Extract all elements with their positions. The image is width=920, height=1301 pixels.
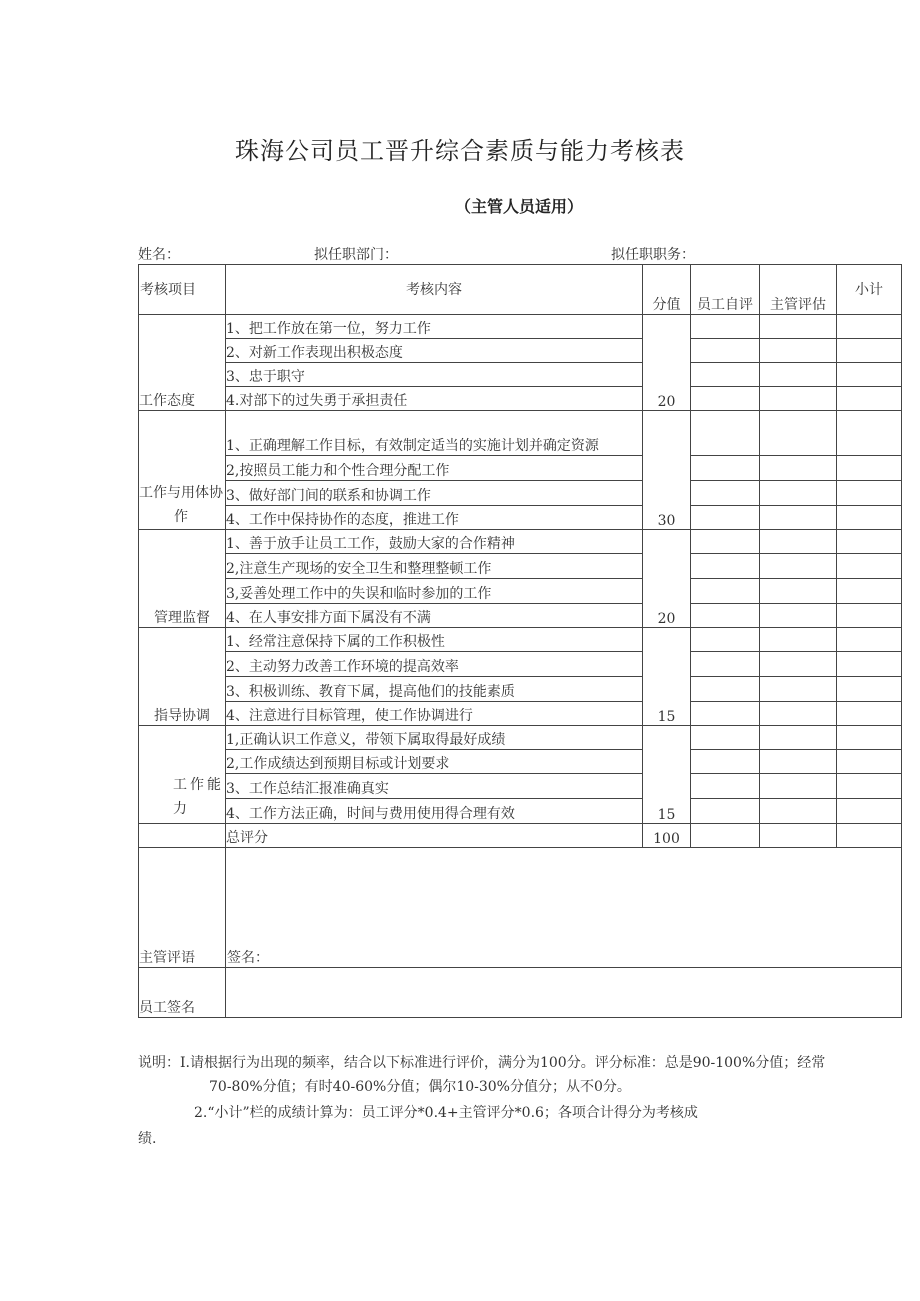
category-cell	[139, 628, 226, 726]
signature-label: 签名：	[227, 950, 269, 966]
self-eval-cell[interactable]	[691, 579, 760, 604]
manager-eval-cell[interactable]	[760, 750, 837, 774]
manager-eval-cell[interactable]	[760, 774, 837, 799]
self-eval-cell[interactable]	[691, 774, 760, 799]
subtotal-cell[interactable]	[837, 481, 902, 506]
category-name: 工作与用体协作	[139, 485, 223, 525]
total-empty-cell	[139, 824, 226, 848]
self-eval-cell[interactable]	[691, 799, 760, 824]
self-eval-cell[interactable]	[691, 456, 760, 481]
category-name: 管理监督	[154, 610, 210, 626]
subtotal-cell[interactable]	[837, 456, 902, 481]
criteria-item: 4.对部下的过失勇于承担责任	[226, 387, 643, 411]
table-row	[139, 506, 902, 530]
header-category: 考核项目	[139, 265, 226, 315]
notes-line-1	[138, 1053, 825, 1073]
criteria-item: 2,按照员工能力和个性合理分配工作	[226, 456, 643, 481]
header-row	[139, 265, 902, 315]
score-cell: 20	[643, 315, 691, 411]
table-row	[139, 315, 902, 339]
manager-comment-field[interactable]	[226, 848, 902, 968]
employee-sign-label: 员工签名	[139, 968, 226, 1018]
header-self-eval: 员工自评	[691, 265, 760, 315]
score-cell: 15	[643, 628, 691, 726]
category-cell	[139, 315, 226, 411]
notes-line-4: 绩.	[138, 1131, 157, 1147]
self-eval-cell[interactable]	[691, 363, 760, 387]
position-label: 拟任职职务：	[611, 247, 695, 263]
name-label: 姓名：	[138, 247, 180, 263]
table-row	[139, 677, 902, 702]
self-eval-cell[interactable]	[691, 315, 760, 339]
table-row	[139, 363, 902, 387]
subtotal-cell[interactable]	[837, 774, 902, 799]
self-eval-cell[interactable]	[691, 339, 760, 363]
self-eval-cell[interactable]	[691, 604, 760, 628]
total-self-cell[interactable]	[691, 824, 760, 848]
subtotal-cell[interactable]	[837, 652, 902, 677]
self-eval-cell[interactable]	[691, 726, 760, 750]
self-eval-cell[interactable]	[691, 677, 760, 702]
manager-comment-row	[139, 848, 902, 968]
criteria-item: 1、经常注意保持下属的工作积极性	[226, 628, 643, 652]
employee-sign-row	[139, 968, 902, 1018]
notes-prefix: 说明：	[138, 1055, 180, 1071]
notes-line-3: 2.“小计”栏的成绩计算为：员工评分*0.4+主管评分*0.6；各项合计得分为考核成	[194, 1105, 698, 1121]
notes-line-2: 70-80%分值；有时40-60%分值；偶尔10-30%分值分；从不0分。	[209, 1079, 631, 1095]
subtotal-cell[interactable]	[837, 411, 902, 456]
manager-eval-cell[interactable]	[760, 677, 837, 702]
subtotal-cell[interactable]	[837, 387, 902, 411]
manager-eval-cell[interactable]	[760, 652, 837, 677]
subtotal-cell[interactable]	[837, 702, 902, 726]
table-row	[139, 411, 902, 456]
self-eval-cell[interactable]	[691, 554, 760, 579]
criteria-item: 3、积极训练、教育下属，提高他们的技能素质	[226, 677, 643, 702]
table-row	[139, 554, 902, 579]
manager-eval-cell[interactable]	[760, 554, 837, 579]
subtotal-cell[interactable]	[837, 363, 902, 387]
total-subtotal-cell[interactable]	[837, 824, 902, 848]
notes-text-1: I.请根据行为出现的频率，结合以下标准进行评价，满分为100分。评分标准：总是90-100%分值；经常	[180, 1055, 826, 1071]
criteria-item: 3,妥善处理工作中的失误和临时参加的工作	[226, 579, 643, 604]
manager-eval-cell[interactable]	[760, 506, 837, 530]
subtotal-cell[interactable]	[837, 628, 902, 652]
manager-eval-cell[interactable]	[760, 799, 837, 824]
self-eval-cell[interactable]	[691, 628, 760, 652]
criteria-item: 4、注意进行目标管理，使工作协调进行	[226, 702, 643, 726]
subtotal-cell[interactable]	[837, 554, 902, 579]
manager-eval-cell[interactable]	[760, 339, 837, 363]
criteria-item: 1,正确认识工作意义，带领下属取得最好成绩	[226, 726, 643, 750]
criteria-item: 2、主动努力改善工作环境的提高效率	[226, 652, 643, 677]
self-eval-cell[interactable]	[691, 506, 760, 530]
self-eval-cell[interactable]	[691, 702, 760, 726]
table-row	[139, 339, 902, 363]
header-content: 考核内容	[226, 265, 643, 315]
self-eval-cell[interactable]	[691, 530, 760, 554]
header-subtotal: 小计	[837, 265, 902, 315]
header-score: 分值	[643, 265, 691, 315]
table-row	[139, 387, 902, 411]
total-score: 100	[643, 824, 691, 848]
category-name: 指导协调	[154, 708, 210, 724]
criteria-item: 3、做好部门间的联系和协调工作	[226, 481, 643, 506]
table-row	[139, 774, 902, 799]
table-row	[139, 726, 902, 750]
self-eval-cell[interactable]	[691, 652, 760, 677]
subtotal-cell[interactable]	[837, 726, 902, 750]
table-row	[139, 628, 902, 652]
manager-eval-cell[interactable]	[760, 481, 837, 506]
manager-eval-cell[interactable]	[760, 387, 837, 411]
criteria-item: 2、对新工作表现出积极态度	[226, 339, 643, 363]
subtotal-cell[interactable]	[837, 530, 902, 554]
score-cell: 30	[643, 411, 691, 530]
total-label: 总评分	[226, 824, 643, 848]
criteria-item: 3、忠于职守	[226, 363, 643, 387]
subtotal-cell[interactable]	[837, 339, 902, 363]
subtotal-cell[interactable]	[837, 315, 902, 339]
criteria-item: 1、正确理解工作目标，有效制定适当的实施计划并确定资源	[226, 411, 643, 456]
subtotal-cell[interactable]	[837, 604, 902, 628]
manager-eval-cell[interactable]	[760, 530, 837, 554]
page-title: 珠海公司员工晋升综合素质与能力考核表	[235, 137, 685, 165]
manager-eval-cell[interactable]	[760, 579, 837, 604]
manager-eval-cell[interactable]	[760, 702, 837, 726]
criteria-item: 2,工作成绩达到预期目标或计划要求	[226, 750, 643, 774]
evaluation-table	[138, 264, 902, 1018]
criteria-item: 4、工作中保持协作的态度，推进工作	[226, 506, 643, 530]
self-eval-cell[interactable]	[691, 411, 760, 456]
criteria-item: 4、工作方法正确，时间与费用使用得合理有效	[226, 799, 643, 824]
manager-eval-cell[interactable]	[760, 315, 837, 339]
manager-eval-cell[interactable]	[760, 456, 837, 481]
page-subtitle: （主管人员适用）	[455, 197, 584, 216]
employee-sign-field[interactable]	[226, 968, 902, 1018]
table-row	[139, 750, 902, 774]
manager-eval-cell[interactable]	[760, 604, 837, 628]
score-cell: 20	[643, 530, 691, 628]
self-eval-cell[interactable]	[691, 750, 760, 774]
table-row	[139, 652, 902, 677]
criteria-item: 3、工作总结汇报准确真实	[226, 774, 643, 799]
subtotal-cell[interactable]	[837, 750, 902, 774]
self-eval-cell[interactable]	[691, 481, 760, 506]
table-row	[139, 530, 902, 554]
table-row	[139, 579, 902, 604]
header-manager-eval: 主管评估	[760, 265, 837, 315]
category-cell	[139, 530, 226, 628]
table-row	[139, 799, 902, 824]
subtotal-cell[interactable]	[837, 579, 902, 604]
manager-eval-cell[interactable]	[760, 411, 837, 456]
table-row	[139, 702, 902, 726]
subtotal-cell[interactable]	[837, 506, 902, 530]
category-name: 工作能力	[173, 777, 224, 817]
manager-eval-cell[interactable]	[760, 363, 837, 387]
criteria-item: 1、善于放手让员工工作，鼓励大家的合作精神	[226, 530, 643, 554]
subtotal-cell[interactable]	[837, 677, 902, 702]
criteria-item: 1、把工作放在第一位，努力工作	[226, 315, 643, 339]
score-cell: 15	[643, 726, 691, 824]
self-eval-cell[interactable]	[691, 387, 760, 411]
category-name: 工作态度	[139, 393, 195, 409]
category-cell	[139, 411, 226, 530]
category-cell	[139, 726, 226, 824]
subtotal-cell[interactable]	[837, 799, 902, 824]
total-row	[139, 824, 902, 848]
criteria-item: 2,注意生产现场的安全卫生和整理整顿工作	[226, 554, 643, 579]
manager-comment-label: 主管评语	[139, 848, 226, 968]
table-row	[139, 604, 902, 628]
total-manager-cell[interactable]	[760, 824, 837, 848]
criteria-item: 4、在人事安排方面下属没有不满	[226, 604, 643, 628]
table-row	[139, 481, 902, 506]
dept-label: 拟任职部门：	[314, 247, 398, 263]
manager-eval-cell[interactable]	[760, 628, 837, 652]
table-row	[139, 456, 902, 481]
manager-eval-cell[interactable]	[760, 726, 837, 750]
